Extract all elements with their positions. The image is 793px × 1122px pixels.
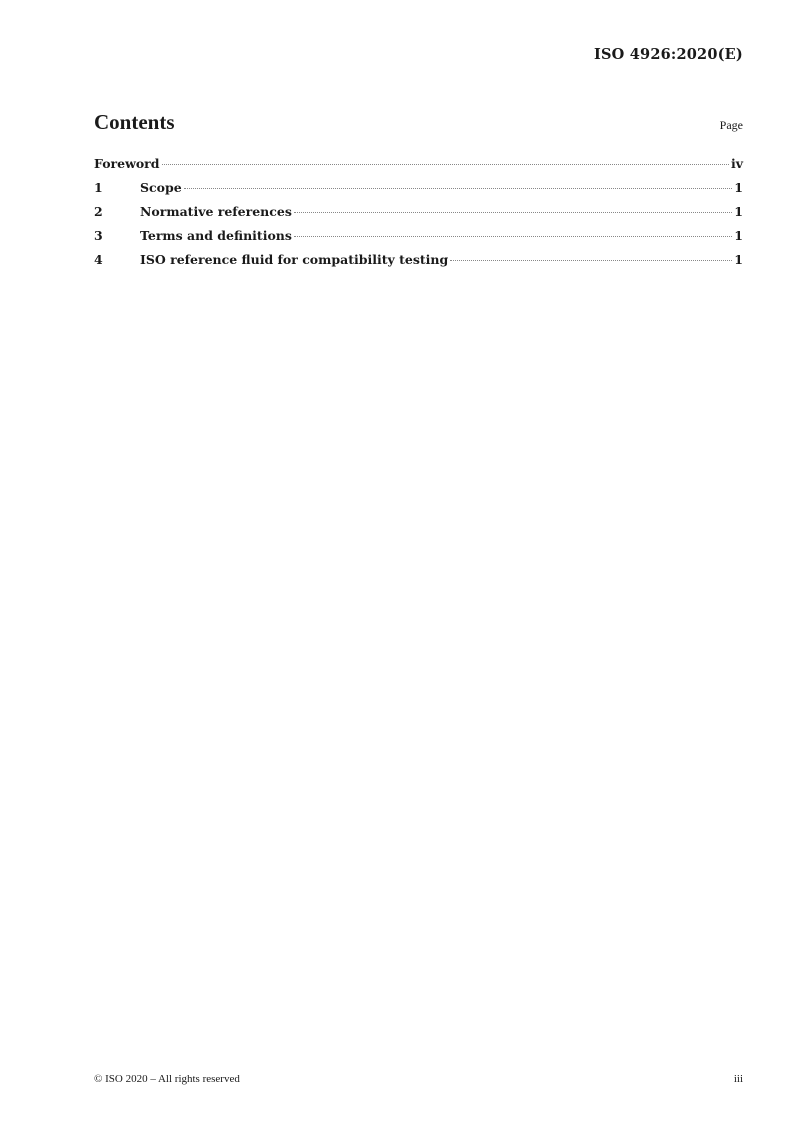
toc-entry-scope[interactable] [94,180,743,204]
toc-entry-foreword[interactable] [94,156,743,180]
document-id: ISO 4926:2020(E) [594,46,743,63]
dot-leader [162,164,729,165]
page-number: iii [733,1073,743,1085]
toc-entry-number: 2 [94,204,103,219]
toc-entry-page: 1 [734,252,743,267]
toc-entry-page: iv [730,156,743,171]
dot-leader [294,212,732,213]
toc-entry-label: Terms and definitions [140,228,292,243]
contents-title: Contents [94,110,175,134]
toc-entry-label: Foreword [94,156,160,171]
toc-entry-number: 3 [94,228,103,243]
page-column-label: Page [719,118,743,132]
dot-leader [294,236,732,237]
toc-entry-number: 1 [94,180,103,195]
toc-entry-terms-and-definitions[interactable] [94,228,743,252]
toc-entry-iso-reference-fluid[interactable] [94,252,743,276]
toc-entry-label: ISO reference fluid for compatibility testing [140,252,449,267]
toc-entry-label: Scope [140,180,182,195]
toc-entry-page: 1 [734,204,743,219]
page-footer [94,1073,743,1085]
toc-entry-number: 4 [94,252,103,267]
dot-leader [450,260,732,261]
toc-entry-page: 1 [734,228,743,243]
copyright-notice: © ISO 2020 – All rights reserved [94,1073,240,1085]
table-of-contents [94,156,743,276]
toc-entry-normative-references[interactable] [94,204,743,228]
toc-entry-page: 1 [734,180,743,195]
toc-entry-label: Normative references [140,204,292,219]
dot-leader [184,188,733,189]
